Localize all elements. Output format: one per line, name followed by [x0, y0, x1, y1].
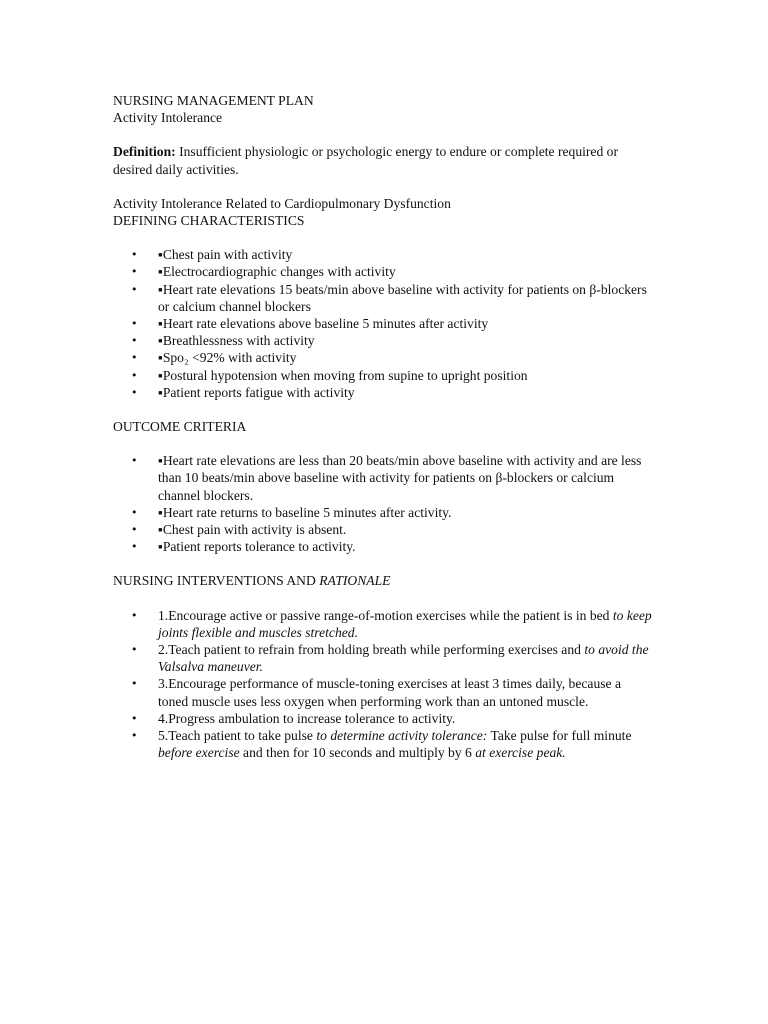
list-item: • ▪Patient reports tolerance to activity.	[131, 539, 356, 555]
bullet-icon: •	[131, 729, 138, 743]
interventions-heading: NURSING INTERVENTIONS AND RATIONALE	[113, 573, 391, 589]
bullet-icon: •	[131, 540, 138, 554]
document-page	[113, 92, 653, 762]
bullet-icon: •	[131, 454, 138, 468]
bullet-icon: •	[131, 385, 138, 399]
bullet-icon: •	[131, 282, 138, 296]
list-item: • ▪Breathlessness with activity	[131, 333, 315, 349]
bullet-icon: •	[131, 265, 138, 279]
list-item: • 4.Progress ambulation to increase tolerance to activity.	[131, 710, 456, 726]
document-title: NURSING MANAGEMENT PLAN	[113, 93, 314, 108]
bullet-icon: •	[131, 368, 138, 382]
bullet-icon: •	[131, 523, 138, 537]
bullet-icon: •	[131, 351, 138, 365]
list-item: • ▪Chest pain with activity	[131, 247, 293, 263]
list-item: • 3.Encourage performance of muscle-toning exercises at least 3 times daily, because a toned muscle uses less oxygen when performing work than an untoned muscle.	[131, 676, 622, 709]
bullet-icon: •	[131, 643, 138, 657]
outcome-criteria-list	[113, 452, 653, 555]
bullet-icon: •	[131, 248, 138, 262]
bullet-icon: •	[131, 677, 138, 691]
defining-characteristics-heading: DEFINING CHARACTERISTICS	[113, 213, 305, 229]
bullet-icon: •	[131, 608, 138, 622]
list-item: • ▪Heart rate returns to baseline 5 minutes after activity.	[131, 504, 452, 520]
definition-text: Insufficient physiologic or psychologic energy to endure or complete required or desired daily activities.	[113, 144, 618, 177]
list-item: • ▪Patient reports fatigue with activity	[131, 384, 355, 400]
bullet-icon: •	[131, 334, 138, 348]
document-subtitle: Activity Intolerance	[113, 110, 223, 126]
interventions-list	[113, 607, 653, 762]
bullet-icon: •	[131, 505, 138, 519]
defining-characteristics-list	[113, 246, 653, 401]
list-item: • 1.Encourage active or passive range-of-motion exercises while the patient is in bed to keep joints flexible and muscles stretched.	[131, 607, 652, 640]
definition-label: Definition:	[113, 144, 176, 160]
bullet-icon: •	[131, 317, 138, 331]
list-item: • ▪Heart rate elevations 15 beats/min above baseline with activity for patients on β-blockers or calcium channel blockers	[131, 281, 647, 314]
list-item: • ▪Heart rate elevations above baseline 5 minutes after activity	[131, 316, 489, 332]
bullet-icon: •	[131, 711, 138, 725]
list-item: • ▪Postural hypotension when moving from supine to upright position	[131, 367, 528, 383]
list-item: • ▪Electrocardiographic changes with activity	[131, 264, 396, 280]
list-item: • ▪Chest pain with activity is absent.	[131, 522, 347, 538]
list-item: • 2.Teach patient to refrain from holding breath while performing exercises and to avoid the Valsalva maneuver.	[131, 642, 649, 675]
definition-paragraph	[113, 143, 653, 177]
list-item: • 5.Teach patient to take pulse to determine activity tolerance: Take pulse for full minute before exercise and then for 10 seconds and multiply by 6 at exercise peak.	[131, 728, 632, 761]
list-item: • ▪Heart rate elevations are less than 20 beats/min above baseline with activity and are less than 10 beats/min above baseline with activity for patients on β-blockers or calcium channel blockers.	[131, 453, 642, 503]
list-item: • ▪Spo₂ <92% with activity	[131, 350, 297, 366]
diagnosis-heading: Activity Intolerance Related to Cardiopulmonary Dysfunction	[113, 195, 451, 211]
outcome-criteria-heading: OUTCOME CRITERIA	[113, 419, 247, 435]
